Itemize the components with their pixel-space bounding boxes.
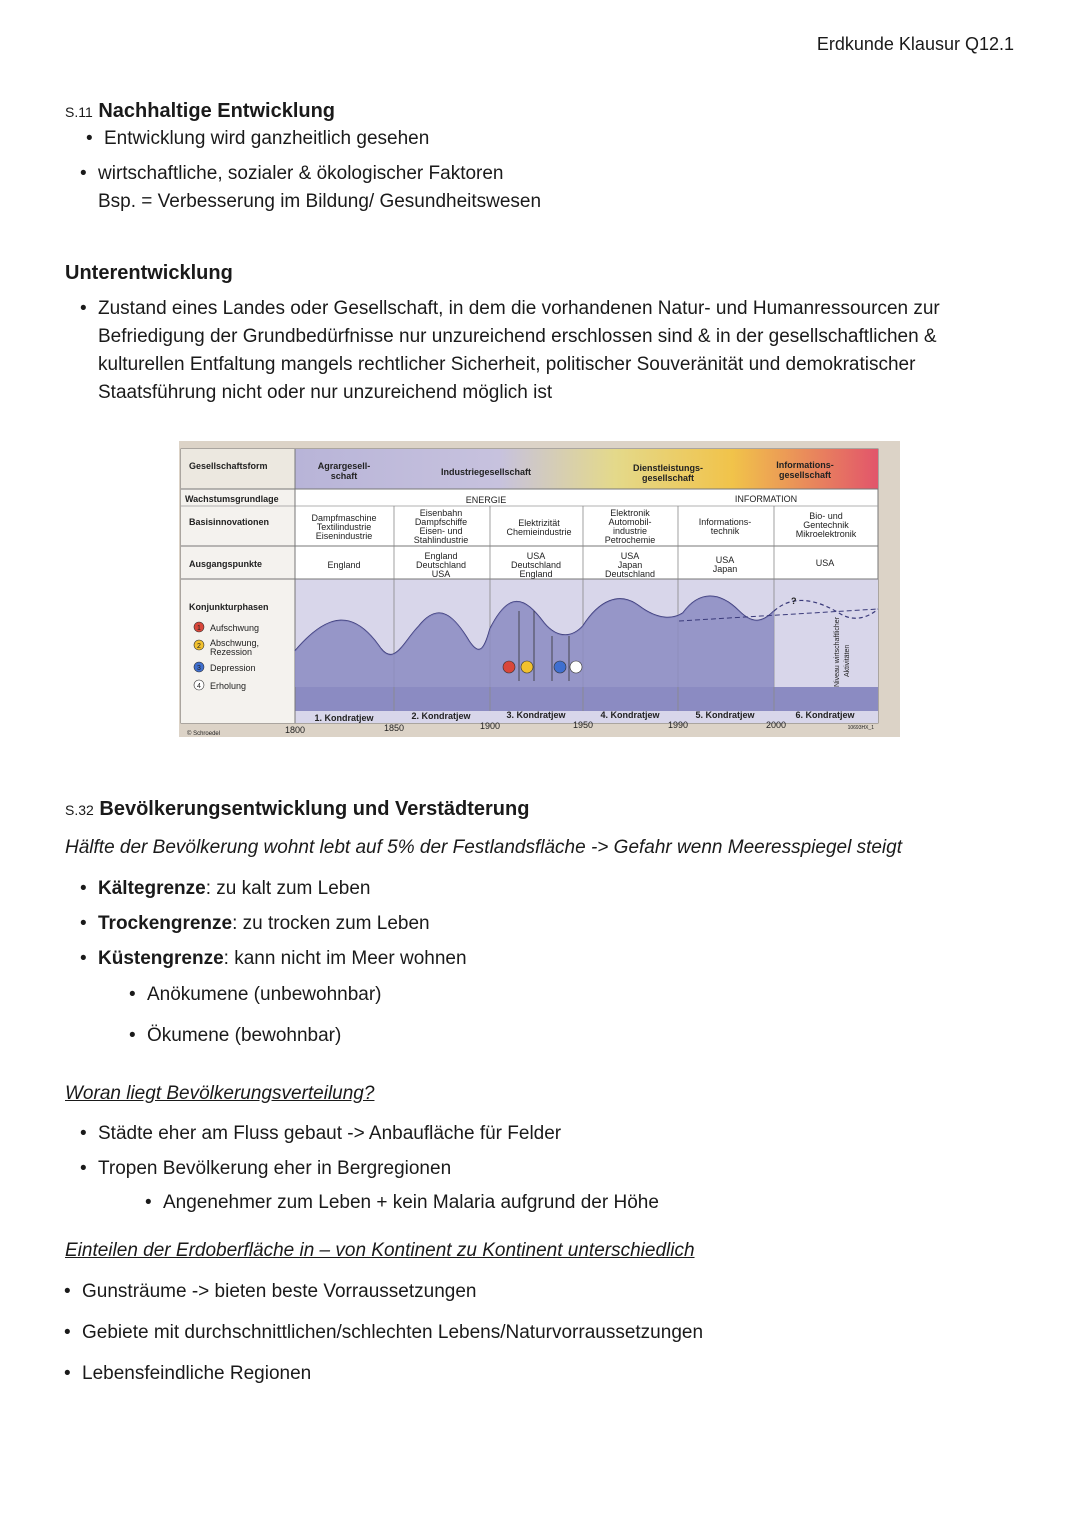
year-1950: 1950 <box>572 720 594 730</box>
kondratjew-2: 2. Kondratjew <box>411 711 471 721</box>
svg-text:4: 4 <box>197 683 201 690</box>
title-text: Nachhaltige Entwicklung <box>98 100 336 122</box>
origins-col-1 <box>327 560 360 570</box>
intro-italic: Hälfte der Bevölkerung wohnt lebt auf 5% der Festlandsfläche -> Gefahr wenn Meeresspiegel steigt <box>65 837 902 858</box>
svg-text:Bio- und: Bio- und <box>809 511 843 521</box>
svg-text:industrie: industrie <box>612 526 648 536</box>
society-dienst-2: gesellschaft <box>641 473 695 483</box>
bullet-kuestengrenze: • Küstengrenze: kann nicht im Meer wohnen <box>98 945 467 973</box>
side-label-aktivitaeten: Aktivitäten <box>844 644 851 677</box>
section-title-erdoberflaeche: Einteilen der Erdoberfläche in – von Kontinent zu Kontinent unterschiedlich <box>65 1240 695 1261</box>
kondratjew-4: 4. Kondratjew <box>600 710 660 720</box>
svg-text:Dampfmaschine: Dampfmaschine <box>311 513 377 523</box>
label-information: INFORMATION <box>734 494 798 504</box>
side-label-niveau: Niveau wirtschaftlicher <box>834 616 841 687</box>
svg-text:Automobil-: Automobil- <box>608 517 652 527</box>
definition-line-2: Befriedigung der Grundbedürfnisse nur unzureichend erschlossen sind & in der gesellschaftlichen & <box>98 326 937 347</box>
row-label-basis: Basisinnovationen <box>189 517 270 527</box>
svg-text:Eisen- und: Eisen- und <box>419 526 463 536</box>
copyright: © Schroedel <box>187 731 221 737</box>
year-1900: 1900 <box>479 721 501 731</box>
row-label-ausgang: Ausgangspunkte <box>189 559 263 569</box>
society-info-2: gesellschaft <box>778 470 832 480</box>
svg-text:Deutschland: Deutschland <box>510 560 562 570</box>
bullet-fluss: • Städte eher am Fluss gebaut -> Anbaufläche für Felder <box>98 1120 561 1148</box>
svg-text:Gentechnik: Gentechnik <box>803 520 849 530</box>
bullet-durchschnitt: • Gebiete mit durchschnittlichen/schlechten Lebens/Naturvorraussetzungen <box>82 1319 703 1347</box>
svg-text:England: England <box>327 560 361 570</box>
society-agrar-1: Agrargesell- <box>317 461 371 471</box>
svg-text:Mikroelektronik: Mikroelektronik <box>795 529 857 539</box>
svg-text:USA: USA <box>815 558 835 568</box>
page-header: Erdkunde Klausur Q12.1 <box>816 34 1014 54</box>
svg-text:Chemieindustrie: Chemieindustrie <box>506 527 572 537</box>
label-energie: ENERGIE <box>465 495 507 505</box>
section-title-unterentwicklung: Unterentwicklung <box>65 262 233 284</box>
svg-text:Japan: Japan <box>712 564 738 574</box>
row-label-konjunktur: Konjunkturphasen <box>189 602 269 612</box>
bullet-kaeltegrenze: • Kältegrenze: zu kalt zum Leben <box>98 875 370 903</box>
svg-text:3: 3 <box>197 665 201 672</box>
year-1850: 1850 <box>383 723 405 733</box>
row-label-wachstum: Wachstumsgrundlage <box>185 494 279 504</box>
origins-col-6 <box>816 558 835 568</box>
society-info-1: Informations- <box>776 460 834 470</box>
svg-text:Dampfschiffe: Dampfschiffe <box>414 517 468 527</box>
svg-text:USA: USA <box>431 569 451 579</box>
svg-text:Elektronik: Elektronik <box>610 508 650 518</box>
kondratjew-figure <box>179 441 900 737</box>
kondratjew-diagram <box>179 441 900 737</box>
innovations-col-1 <box>311 513 376 541</box>
page-ref: S.32 <box>65 802 94 818</box>
bullet-tropen: • Tropen Bevölkerung eher in Bergregionen <box>98 1155 451 1183</box>
year-1990: 1990 <box>667 720 689 730</box>
bullet-gunstraeume: • Gunsträume -> bieten beste Vorraussetzungen <box>82 1278 477 1306</box>
beispiel-text: Bsp. = Verbesserung im Bildung/ Gesundheitswesen <box>98 191 542 212</box>
svg-text:England: England <box>519 569 553 579</box>
svg-text:Deutschland: Deutschland <box>604 569 656 579</box>
svg-text:Elektrizität: Elektrizität <box>518 518 560 528</box>
section-title-bevoelkerung <box>65 798 529 821</box>
svg-text:technik: technik <box>710 526 740 536</box>
svg-text:England: England <box>424 551 458 561</box>
bullet-trockengrenze: • Trockengrenze: zu trocken zum Leben <box>98 910 430 938</box>
sub-bullet-oekumene: • Ökumene (bewohnbar) <box>147 1022 341 1050</box>
page-ref: S.11 <box>65 104 93 120</box>
origins-col-5 <box>713 555 738 574</box>
phase-abschwung: Abschwung, <box>210 638 260 648</box>
question-bevoelkerungsverteilung: Woran liegt Bevölkerungsverteilung? <box>65 1083 375 1104</box>
svg-text:USA: USA <box>715 555 735 565</box>
svg-text:USA: USA <box>526 551 546 561</box>
sub-bullet-anoekumene: • Anökumene (unbewohnbar) <box>147 981 382 1009</box>
definition-line-1: • Zustand eines Landes oder Gesellschaft, in dem die vorhandenen Natur- und Humanressourcen zur <box>98 295 940 323</box>
svg-text:Deutschland: Deutschland <box>415 560 467 570</box>
row-label-gesellschaftsform: Gesellschaftsform <box>189 461 268 471</box>
kondratjew-3: 3. Kondratjew <box>506 710 566 720</box>
title-text: Bevölkerungsentwicklung und Verstädterung <box>99 798 530 820</box>
phase-aufschwung: Aufschwung <box>210 623 260 633</box>
svg-text:Stahlindustrie: Stahlindustrie <box>413 535 469 545</box>
svg-text:2: 2 <box>197 643 201 650</box>
svg-text:Eisenindustrie: Eisenindustrie <box>315 531 373 541</box>
svg-text:Japan: Japan <box>617 560 643 570</box>
svg-text:Informations-: Informations- <box>698 517 752 527</box>
figure-code: 10693HX_1 <box>847 725 874 731</box>
innovations-col-4 <box>605 508 656 545</box>
svg-text:Petrochemie: Petrochemie <box>604 535 656 545</box>
year-2000: 2000 <box>765 720 787 730</box>
sub-bullet-malaria: • Angenehmer zum Leben + kein Malaria aufgrund der Höhe <box>163 1189 659 1217</box>
definition-line-3: kulturellen Entfaltung mangels rechtlicher Sicherheit, politischer Souveränität und demokratischer <box>98 354 916 375</box>
kondratjew-1: 1. Kondratjew <box>314 713 374 723</box>
bullet-ganzheitlich: • Entwicklung wird ganzheitlich gesehen <box>104 125 429 153</box>
section-title-nachhaltige-entwicklung <box>65 100 335 123</box>
svg-text:Eisenbahn: Eisenbahn <box>419 508 463 518</box>
kondratjew-6: 6. Kondratjew <box>795 710 855 720</box>
phase-rezession: Rezession <box>210 647 253 657</box>
svg-text:1: 1 <box>197 625 201 632</box>
society-dienst-1: Dienstleistungs- <box>632 463 704 473</box>
phase-erholung: Erholung <box>210 681 247 691</box>
phase-depression: Depression <box>210 663 256 673</box>
society-agrar-2: schaft <box>330 471 358 481</box>
bullet-lebensfeindlich: • Lebensfeindliche Regionen <box>82 1360 311 1388</box>
bullet-faktoren: • wirtschaftliche, sozialer & ökologischer Faktoren <box>98 160 504 188</box>
innovations-col-2 <box>414 508 469 545</box>
definition-line-4: Staatsführung nicht oder nur unzureichend möglich ist <box>98 382 553 403</box>
svg-text:USA: USA <box>620 551 640 561</box>
question-mark: ? <box>791 596 797 606</box>
society-industrie: Industriegesellschaft <box>440 467 532 477</box>
year-1800: 1800 <box>284 725 306 735</box>
svg-text:Textilindustrie: Textilindustrie <box>316 522 372 532</box>
kondratjew-5: 5. Kondratjew <box>695 710 755 720</box>
